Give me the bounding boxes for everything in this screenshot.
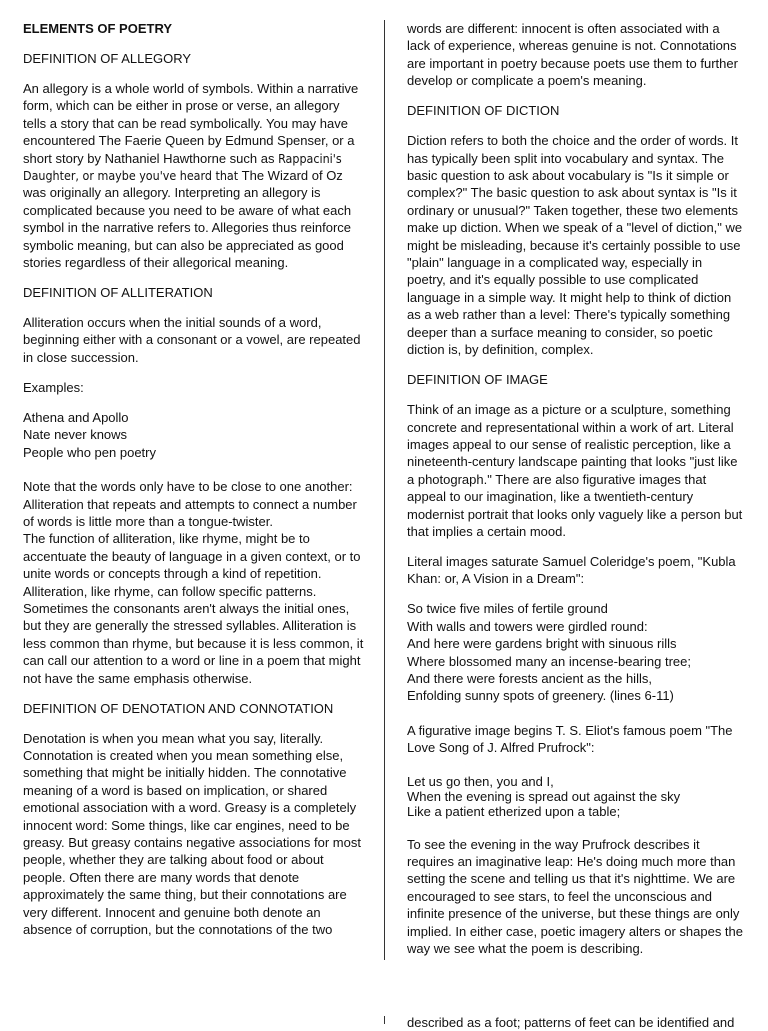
allegory-text-a: An allegory is a whole world of symbols. Within a narrative form, which can be either in prose or verse, an allegory tells a story that can be read symbolically. You may have encountered The Faerie Queen by Edmund Spenser, or a short story by Nathaniel Hawthorne such as	[23, 81, 359, 166]
image-paragraph: Think of an image as a picture or a sculpture, something concrete and representational within a work of art. Literal images appeal to our sense of realistic perception, like a nineteenth-century landscape painting that looks "just like a photograph." There are also figurative images that appeal to our imagination, like a twentieth-century modernist portrait that looks only vaguely like a person but that implies a certain mood.	[407, 402, 743, 539]
coleridge-verse	[407, 600, 744, 704]
alliteration-paragraph: Alliteration occurs when the initial sounds of a word, beginning either with a consonant or a vowel, are repeated in close succession.	[23, 315, 361, 365]
allegory-heading: DEFINITION OF ALLEGORY	[23, 51, 192, 66]
coleridge-intro: Literal images saturate Samuel Coleridge's poem, "Kubla Khan: or, A Vision in a Dream":	[407, 553, 736, 587]
example-item: Nate never knows	[23, 427, 128, 443]
example-item: People who pen poetry	[23, 444, 156, 460]
denotation-paragraph: Denotation is when you mean what you say, literally. Connotation is created when you mean something else, something that might be initially hidden. The connotative meaning of a word is based on implication, or shared emotional association with a word. Greasy is a completely innocent word: Some things, like car engines, need to be greasy. But greasy contains negative associations for most people, whether they are talking about food or about people. Often there are many words that denote approximately the same thing, but their connotations are very different. Innocent and genuine both denote an absence of corruption, but the connotations of the two	[23, 730, 361, 938]
eliot-verse	[407, 774, 744, 819]
allegory-text-b: The Wizard of Oz was originally an allegory. Interpreting an allegory is complicated because you need to be aware of what each symbol in the narrative refers to. Allegories thus reinforce symbolic meaning, but can also be appreciated as good stories regardless of their allegorical meaning.	[23, 168, 352, 271]
denotation-continued: words are different: innocent is often associated with a lack of experience, whereas genuine is not. Connotations are important in poetry because poets use them to further develop or complicate a poem's meaning.	[407, 21, 738, 89]
examples-list	[23, 409, 366, 461]
verse-line: Where blossomed many an incense-bearing tree;	[407, 653, 691, 669]
verse-line: Like a patient etherized upon a table;	[407, 803, 621, 819]
diction-paragraph: Diction refers to both the choice and the order of words. It has typically been split into vocabulary and syntax. The basic question to ask about vocabulary is "Is it simple or complex?" The basic question to ask about syntax is "Is it ordinary or unusual?" Taken together, these two elements make up diction. When we speak of a "level of diction," we might be misleading, because it's certainly possible to use "plain" language in a complicated way, especially in poetry, and it's equally possible to use complicated language in a simple way. It might help to think of diction as a web rather than a level: There's typically something deeper than a surface meaning to consider, so poetic diction is, by definition, complex.	[407, 133, 743, 358]
column-divider	[384, 20, 385, 960]
verse-line: So twice five miles of fertile ground	[407, 601, 608, 617]
verse-line: And here were gardens bright with sinuous rills	[407, 636, 677, 652]
verse-line: With walls and towers were girdled round:	[407, 618, 648, 634]
alliteration-heading: DEFINITION OF ALLITERATION	[23, 285, 213, 301]
denotation-heading: DEFINITION OF DENOTATION AND CONNOTATION	[23, 700, 334, 716]
eliot-intro: A figurative image begins T. S. Eliot's famous poem "The Love Song of J. Alfred Prufrock":	[407, 722, 733, 756]
allegory-paragraph	[23, 80, 366, 271]
verse-line: Let us go then, you and I,	[407, 773, 554, 789]
next-page-divider	[384, 1016, 385, 1024]
prufrock-paragraph: To see the evening in the way Prufrock describes it requires an imaginative leap: He's doing much more than setting the scene and telling us that it's nighttime. We are encouraged to see stars, to feel the unconscious and infinite presence of the universe, but these things are only implied. In either case, poetic imagery alters or shapes the way we see what the poem is describing.	[407, 836, 744, 957]
allegory-text-alt: Rappacini's Daughter, or maybe you've heard that	[23, 150, 342, 184]
alliteration-note: Note that the words only have to be close to one another: Alliteration that repeats and attempts to connect a number of words is little more than a tongue-twister.	[23, 479, 357, 529]
verse-line: When the evening is spread out against the sky	[407, 788, 681, 804]
image-heading: DEFINITION OF IMAGE	[407, 372, 548, 388]
next-page-partial-text: described as a foot; patterns of feet can be identified and	[407, 1015, 735, 1030]
verse-line: And there were forests ancient as the hills,	[407, 670, 652, 686]
examples-label: Examples:	[23, 379, 84, 395]
left-column	[23, 20, 366, 951]
verse-line: Enfolding sunny spots of greenery. (lines 6-11)	[407, 688, 674, 704]
alliteration-function: The function of alliteration, like rhyme, might be to accentuate the beauty of language in a given context, or to unite words or concepts through a kind of repetition. Alliteration, like rhyme, can follow specific patterns. Sometimes the consonants aren't always the initial ones, but they are generally the stressed syllables. Alliteration is less common than rhyme, but because it is less common, it can call our attention to a word or line in a poem that might not have the same emphasis otherwise.	[23, 531, 364, 686]
right-column	[407, 20, 744, 970]
example-item: Athena and Apollo	[23, 409, 129, 425]
diction-heading: DEFINITION OF DICTION	[407, 103, 560, 119]
document-title: ELEMENTS OF POETRY	[23, 21, 173, 36]
